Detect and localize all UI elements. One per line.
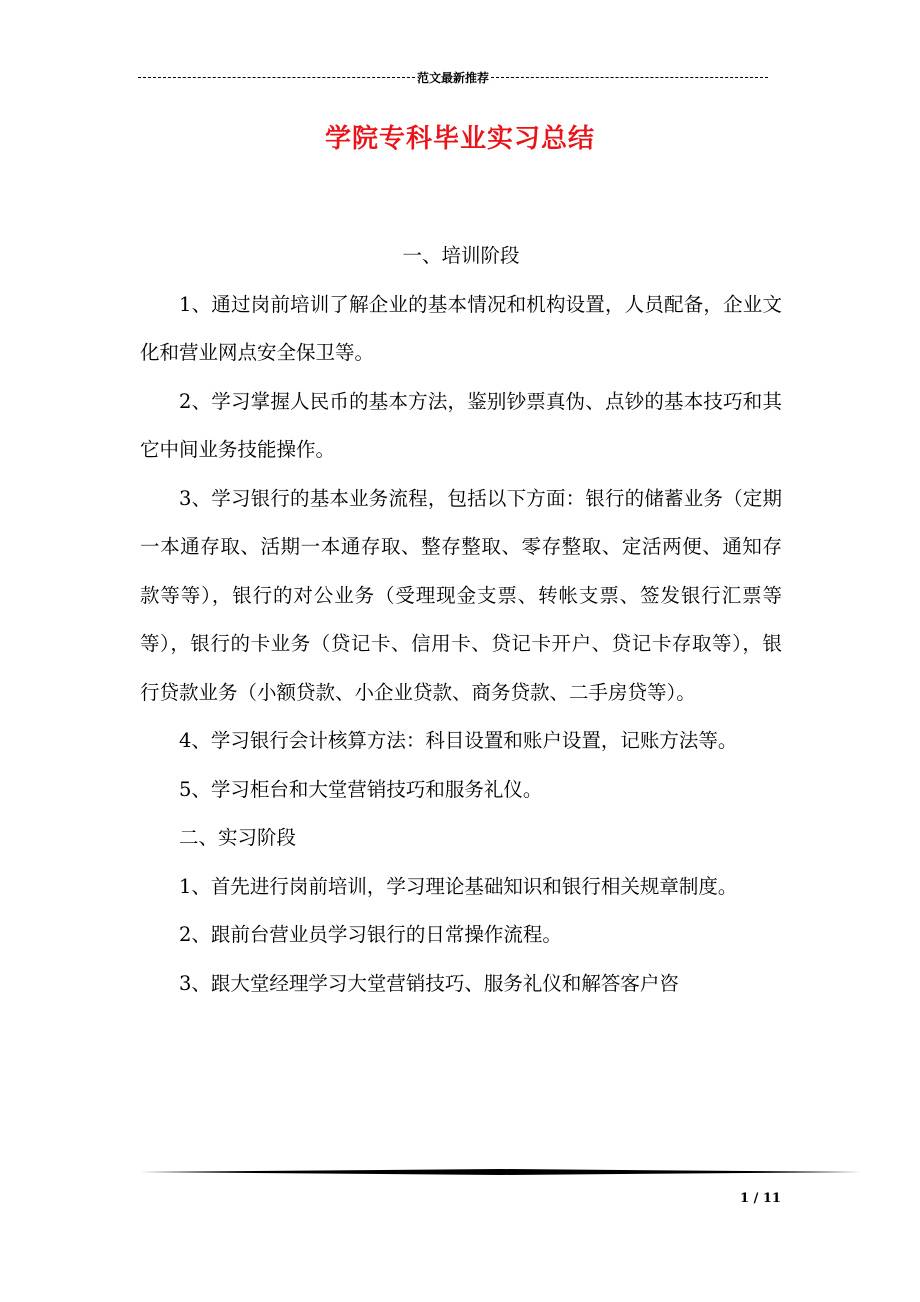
section-heading-internship: 二、实习阶段 [179, 826, 297, 849]
document-body [140, 232, 782, 1008]
header-text: 范文最新推荐 [417, 70, 490, 85]
header-dash-left [138, 77, 415, 78]
document-title: 学院专科毕业实习总结 [324, 124, 595, 154]
paragraph: 1、首先进行岗前培训，学习理论基础知识和银行相关规章制度。 [179, 874, 738, 898]
paragraph: 2、学习掌握人民币的基本方法，鉴别钞票真伪、点钞的基本技巧和其它中间业务技能操作。 [140, 389, 782, 461]
paragraph: 4、学习银行会计核算方法：科目设置和账户设置，记账方法等。 [179, 729, 738, 752]
header-rule [138, 70, 768, 84]
paragraph: 3、学习银行的基本业务流程，包括以下方面：银行的储蓄业务（定期一本通存取、活期一本通存取、整存整取、零存整取、定活两便、通知存款等等），银行的对公业务（受理现金支票、转帐支票、签发银行汇票等等），银行的卡业务（贷记卡、信用卡、贷记卡开户、贷记卡存取等），银行贷款业务（小额贷款、小企业贷款、商务贷款、二手房贷等）。 [140, 486, 782, 704]
section-heading-training: 一、培训阶段 [402, 244, 520, 267]
footer-rule [140, 1166, 862, 1178]
header-dash-right [491, 77, 768, 78]
page-number: 1 / 11 [740, 1191, 781, 1206]
paragraph: 5、学习柜台和大堂营销技巧和服务礼仪。 [179, 777, 543, 801]
paragraph: 3、跟大堂经理学习大堂营销技巧、服务礼仪和解答客户咨 [179, 971, 679, 995]
paragraph: 1、通过岗前培训了解企业的基本情况和机构设置，人员配备，企业文化和营业网点安全保卫等。 [140, 292, 782, 364]
paragraph: 2、跟前台营业员学习银行的日常操作流程。 [179, 923, 562, 946]
